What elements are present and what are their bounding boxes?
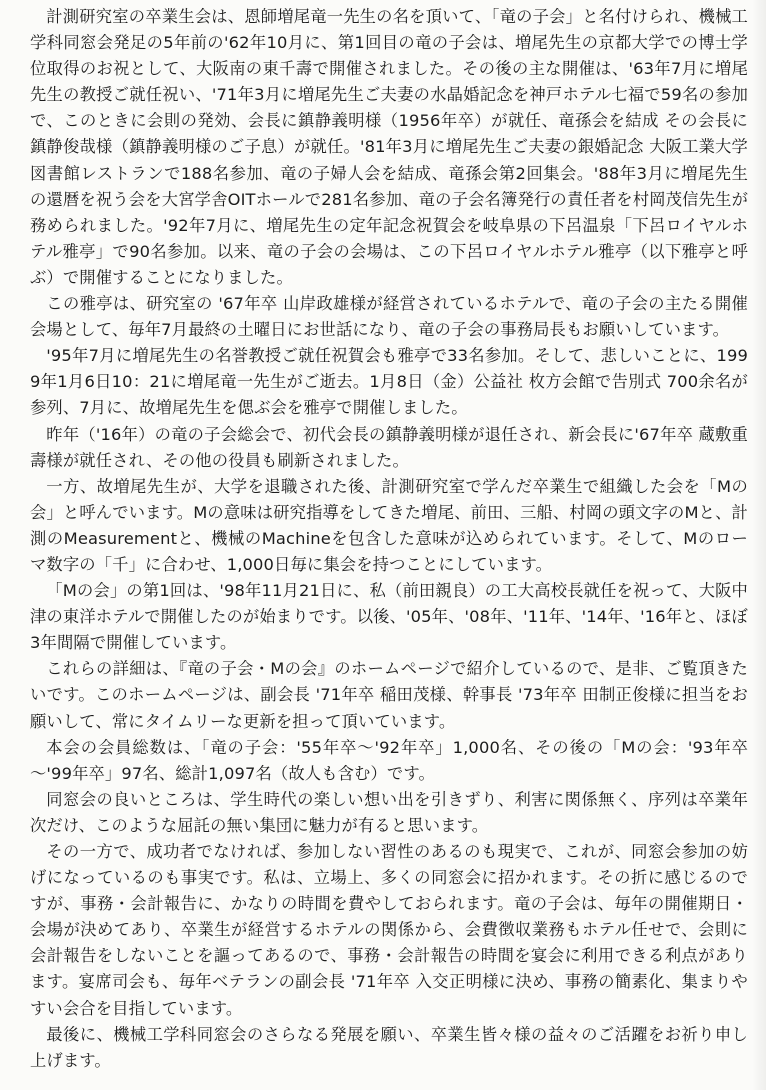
- paragraph: 「Mの会」の第1回は、'98年11月21日に、私（前田親良）の工大高校長就任を祝って、大阪中津の東洋ホテルで開催したのが始まりです。以後、'05年、'08年、'11年、'14年、'16年と、ほぼ3年間隔で開催しています。: [30, 581, 748, 653]
- article-body: [30, 4, 748, 1074]
- paragraph: 同窓会の良いところは、学生時代の楽しい想い出を引きずり、利害に関係無く、序列は卒業年次だけ、このような屈託の無い集団に魅力が有ると思います。: [30, 789, 748, 835]
- paragraph: 昨年（'16年）の竜の子会総会で、初代会長の鎮静義明様が退任され、新会長に'67年卒 蔵敷重壽様が就任され、その他の役員も刷新されました。: [30, 424, 748, 470]
- paragraph: 最後に、機械工学科同窓会のさらなる発展を願い、卒業生皆々様の益々のご活躍をお祈り申し上げます。: [30, 1024, 748, 1070]
- paragraph: 本会の会員総数は、「竜の子会：'55年卒～'92年卒」1,000名、その後の「Mの会：'93年卒～'99年卒」97名、総計1,097名（故人も含む）です。: [30, 737, 748, 783]
- paragraph: この雅亭は、研究室の '67年卒 山岸政雄様が経営されているホテルで、竜の子会の主たる開催会場として、毎年7月最終の土曜日にお世話になり、竜の子会の事務局長もお願いしています。: [30, 294, 748, 340]
- paragraph: 計測研究室の卒業生会は、恩師増尾竜一先生の名を頂いて、「竜の子会」と名付けられ、機械工学科同窓会発足の5年前の'62年10月に、第1回目の竜の子会は、増尾先生の京都大学での博士学位取得のお祝として、大阪南の東千壽で開催されました。その後の主な開催は、'63年7月に増尾先生の教授ご就任祝い、'71年3月に増尾先生ご夫妻の水晶婚記念を神戸ホテル七福で59名の参加で、このときに会則の発効、会長に鎮静義明様（1956年卒）が就任、竜孫会を結成 その会長に鎮静俊哉様（鎮静義明様のご子息）が就任。'81年3月に増尾先生ご夫妻の銀婚記念 大阪工業大学図書館レストランで188名参加、竜の子婦人会を結成、竜孫会第2回集会。'88年3月に増尾先生の還暦を祝う会を大宮学舎OITホールで281名参加、竜の子会名簿発行の責任者を村岡茂信先生が務められました。'92年7月に、増尾先生の定年記念祝賀会を岐阜県の下呂温泉「下呂ロイヤルホテル雅亭」で90名参加。以来、竜の子会の会場は、この下呂ロイヤルホテル雅亭（以下雅亭と呼ぶ）で開催することになりました。: [30, 7, 748, 287]
- paragraph: 一方、故増尾先生が、大学を退職された後、計測研究室で学んだ卒業生で組織した会を「Mの会」と呼んでいます。Mの意味は研究指導をしてきた増尾、前田、三船、村岡の頭文字のMと、計測のMeasurementと、機械のMachineを包含した意味が込められています。そして、Mのローマ数字の「千」に合わせ、1,000日毎に集会を持つことにしています。: [30, 476, 748, 574]
- paragraph: '95年7月に増尾先生の名誉教授ご就任祝賀会も雅亭で33名参加。そして、悲しいことに、1999年1月6日10：21に増尾竜一先生がご逝去。1月8日（金）公益社 枚方会館で告別式 700余名が参列、7月に、故増尾先生を偲ぶ会を雅亭で開催しました。: [30, 346, 748, 418]
- paragraph: その一方で、成功者でなければ、参加しない習性のあるのも現実で、これが、同窓会参加の妨げになっているのも事実です。私は、立場上、多くの同窓会に招かれます。その折に感じるのですが、事務・会計報告に、かなりの時間を費やしておられます。竜の子会は、毎年の開催期日・会場が決めてあり、卒業生が経営するホテルの関係から、会費徴収業務もホテル任せで、会則に会計報告をしないことを謳ってあるので、事務・会計報告の時間を宴会に利用できる利点があります。宴席司会も、毎年ベテランの副会長 '71年卒 入交正明様に決め、事務の簡素化、集まりやすい会合を目指しています。: [30, 842, 748, 1018]
- paragraph: これらの詳細は、『竜の子会・Mの会』のホームページで紹介しているので、是非、ご覧頂きたいです。このホームページは、副会長 '71年卒 稲田茂様、幹事長 '73年卒 田制正俊様に担当をお願いして、常にタイムリーな更新を担って頂いています。: [30, 659, 748, 731]
